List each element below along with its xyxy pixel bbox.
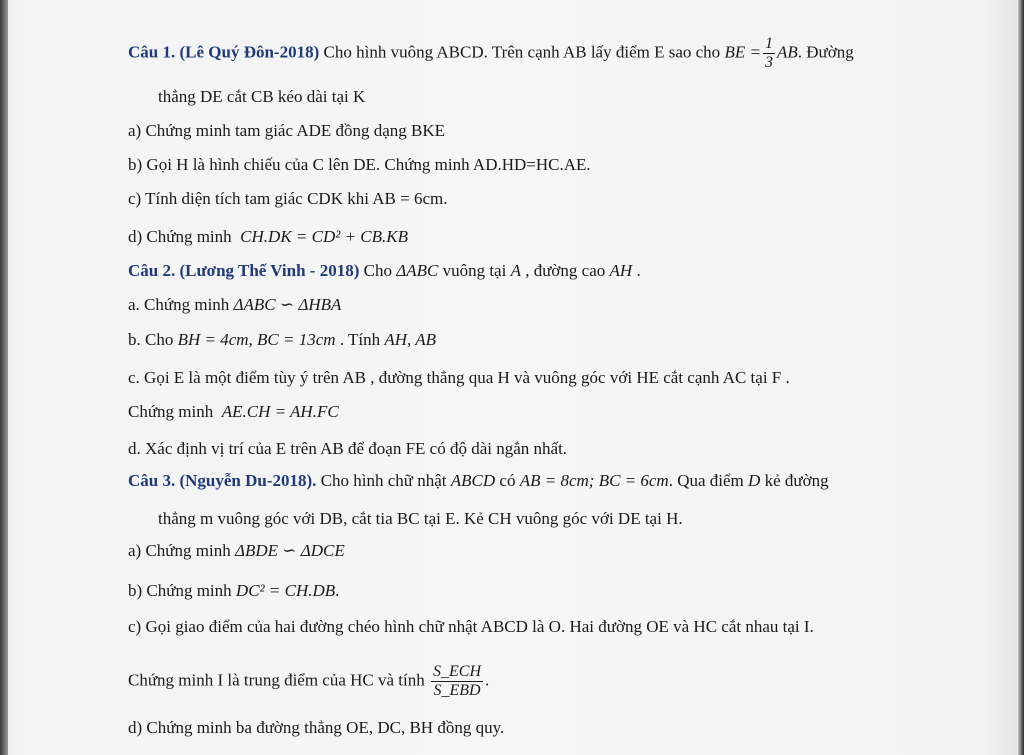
q3-a-label: a) Chứng minh bbox=[128, 541, 231, 560]
q3-b-math: DC² = CH.DB bbox=[235, 581, 336, 600]
q3-intro-m2: AB = 8cm; BC = 6cm bbox=[519, 471, 669, 490]
q3-part-b bbox=[128, 580, 339, 602]
q1-d-label: d) Chứng minh bbox=[128, 227, 232, 246]
q1-frac-num: 1 bbox=[764, 35, 773, 52]
q3-a-math: ΔBDE ∽ ΔDCE bbox=[234, 541, 345, 560]
q3-c-l2-a: Chứng minh I là trung điểm của HC và tính bbox=[128, 670, 430, 690]
q1-header: Câu 1. (Lê Quý Đôn-2018) bbox=[128, 42, 320, 62]
q3-frac-num: S_ECH bbox=[433, 663, 482, 680]
q3-part-a bbox=[128, 540, 345, 562]
q2-header: Câu 2. (Lương Thế Vinh - 2018) bbox=[128, 261, 360, 280]
q3-area-fraction bbox=[431, 664, 483, 699]
q2-b-math: BH = 4cm, BC = 13cm bbox=[177, 330, 336, 349]
q2-part-d: d. Xác định vị trí của E trên AB để đoạn FE có độ dài ngắn nhất. bbox=[128, 439, 568, 458]
q2-intro-d: . bbox=[632, 261, 641, 280]
q2-a-label: a. Chứng minh bbox=[128, 295, 230, 314]
q3-part-c-line2 bbox=[128, 664, 489, 699]
screen-edge-right bbox=[1018, 0, 1024, 755]
q2-intro-c: , đường cao bbox=[520, 261, 610, 280]
q3-intro-d: kẻ đường bbox=[760, 471, 829, 490]
q3-b-label: b) Chứng minh bbox=[128, 581, 232, 600]
q1-intro-line bbox=[128, 36, 854, 71]
q3-b-end: . bbox=[335, 581, 340, 600]
q3-intro-m1: ABCD bbox=[450, 471, 496, 490]
q2-part-a bbox=[128, 294, 341, 316]
q3-intro-c: . Qua điểm bbox=[668, 471, 749, 490]
q3-intro-b: có bbox=[495, 471, 520, 490]
q2-b-label: b. Cho bbox=[128, 330, 174, 349]
q1-frac-den: 3 bbox=[764, 54, 773, 71]
q3-intro-a: Cho hình chữ nhật bbox=[316, 471, 451, 490]
q2-intro-line bbox=[128, 260, 641, 282]
q2-intro-a: Cho bbox=[359, 261, 397, 280]
q1-part-c: c) Tính diện tích tam giác CDK khi AB = 6cm. bbox=[128, 189, 448, 208]
screen-edge-left bbox=[0, 0, 8, 755]
q1-d-math: CH.DK = CD² + CB.KB bbox=[240, 227, 409, 246]
q2-a-math: ΔABC ∽ ΔHBA bbox=[233, 295, 342, 314]
q2-intro-math: ΔABC bbox=[396, 261, 439, 280]
q3-part-d: d) Chứng minh ba đường thẳng OE, DC, BH đồng quy. bbox=[128, 718, 505, 737]
q1-fraction bbox=[763, 36, 775, 71]
q2-intro-a2: A bbox=[510, 261, 521, 280]
q1-intro-b: . Đường bbox=[797, 42, 854, 62]
q3-c-l2-end: . bbox=[485, 670, 490, 690]
q2-part-c-line1: c. Gọi E là một điểm tùy ý trên AB , đường thẳng qua H và vuông góc với HE cắt cạnh AC tại F . bbox=[128, 368, 790, 387]
q2-intro-ah: AH bbox=[609, 261, 633, 280]
q1-part-d bbox=[128, 226, 408, 248]
q2-b-math2: AH, AB bbox=[384, 330, 437, 349]
q3-part-c-line1: c) Gọi giao điểm của hai đường chéo hình chữ nhật ABCD là O. Hai đường OE và HC cắt nhau tại I. bbox=[128, 617, 814, 636]
q1-intro-a: Cho hình vuông ABCD. Trên cạnh AB lấy điểm E sao cho bbox=[319, 42, 725, 62]
q2-c-l2-label: Chứng minh bbox=[128, 402, 214, 421]
q1-part-a: a) Chứng minh tam giác ADE đồng dạng BKE bbox=[128, 121, 446, 140]
q3-intro-line bbox=[128, 470, 829, 492]
q2-part-b bbox=[128, 329, 436, 351]
q1-line2: thẳng DE cắt CB kéo dài tại K bbox=[158, 87, 366, 106]
q2-part-c-line2 bbox=[128, 401, 339, 423]
q3-line2: thẳng m vuông góc với DB, cắt tia BC tại E. Kẻ CH vuông góc với DE tại H. bbox=[158, 509, 683, 528]
q2-intro-b: vuông tại bbox=[438, 261, 511, 280]
q3-intro-m3: D bbox=[748, 471, 761, 490]
q2-c-l2-math: AE.CH = AH.FC bbox=[221, 402, 339, 421]
q3-frac-den: S_EBD bbox=[433, 682, 481, 699]
q2-b-mid: . Tính bbox=[335, 330, 385, 349]
q1-part-b: b) Gọi H là hình chiếu của C lên DE. Chứng minh AD.HD=HC.AE. bbox=[128, 155, 591, 174]
q3-header: Câu 3. (Nguyễn Du-2018). bbox=[128, 471, 317, 490]
q1-ab-tail: AB bbox=[776, 42, 798, 62]
q1-be-eq: BE = bbox=[724, 42, 761, 62]
